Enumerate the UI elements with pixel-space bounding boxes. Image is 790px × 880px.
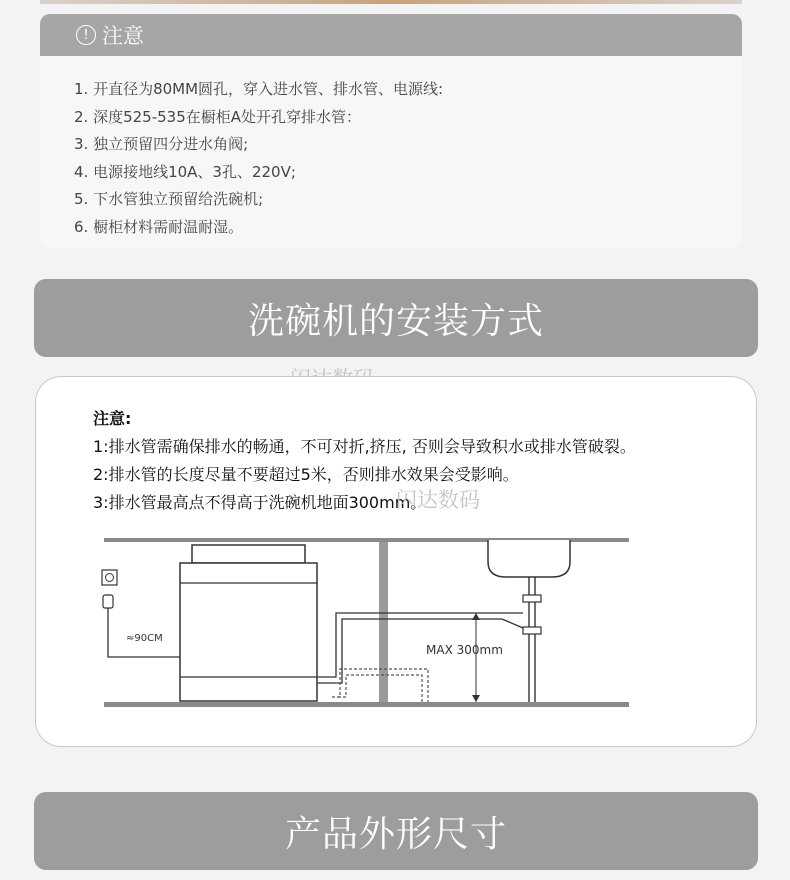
dishwasher-shape	[180, 545, 317, 701]
cable-length-label: ≈90CM	[126, 633, 163, 644]
install-note: 1:排水管需确保排水的畅通，不可对折,挤压, 否则会导致积水或排水管破裂。	[93, 437, 636, 456]
install-note: 2:排水管的长度尽量不要超过5米，否则排水效果会受影响。	[93, 465, 519, 484]
notice-list	[74, 76, 742, 241]
watermark: 闪达数码	[396, 488, 480, 512]
notice-item: 3. 独立预留四分进水角阀;	[74, 135, 249, 153]
height-label: MAX 300mm	[426, 643, 503, 657]
notice-item: 1. 开直径为80MM圆孔，穿入进水管、排水管、电源线:	[74, 80, 444, 98]
exclamation-circle-icon: !	[76, 25, 96, 45]
notice-item: 6. 橱柜材料需耐温耐湿。	[74, 217, 244, 236]
install-card	[35, 376, 757, 747]
top-image-strip	[40, 0, 742, 4]
floor-line	[104, 702, 629, 707]
notice-header	[40, 14, 742, 56]
drain-fitting	[523, 595, 541, 602]
notice-item: 2. 深度525-535在橱柜A处开孔穿排水管：	[74, 107, 362, 126]
dimensions-banner: 产品外形尺寸	[34, 792, 758, 870]
notice-title: 注意	[102, 24, 144, 48]
notice-card	[40, 14, 742, 248]
installation-diagram	[36, 377, 756, 745]
power-socket-icon	[102, 570, 117, 585]
install-note: 3:排水管最高点不得高于洗碗机地面300mm。	[93, 493, 427, 512]
cabinet-divider	[379, 542, 388, 702]
install-notes-title: 注意:	[93, 409, 132, 428]
power-plug-icon	[103, 595, 113, 608]
sink-shape	[488, 540, 570, 577]
notice-item: 4. 电源接地线10A、3孔、220V;	[74, 162, 296, 181]
install-banner: 洗碗机的安装方式	[34, 279, 758, 357]
notice-item: 5. 下水管独立预留给洗碗机;	[74, 190, 264, 208]
